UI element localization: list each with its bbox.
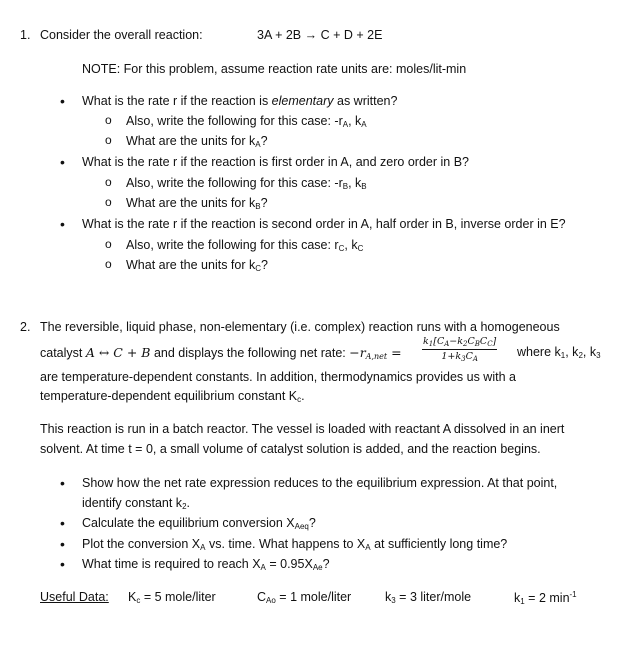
- rate-denominator: $1+k_3C_A$: [441, 351, 478, 363]
- p2-line-2-end: where $k_1$, $k_2$, $k_3$: [517, 345, 601, 360]
- problem-2-number: 2.: [20, 320, 31, 334]
- useful-data-label: Useful Data:: [40, 590, 109, 604]
- reaction-equation: 3A + 2B → C + D + 2E: [257, 28, 383, 42]
- p2-line-1: The reversible, liquid phase, non-elementary (i.e. complex) reaction runs with a homogeneous: [40, 320, 560, 334]
- p1-bullet-2: • What is the rate r if the reaction is first order in A, and zero order in B?: [82, 155, 469, 169]
- data-kc: $K_c = 5$ mole/liter: [128, 590, 216, 605]
- p1-bullet-3: • What is the rate r if the reaction is second order in A, half order in B, inverse order in E?: [82, 217, 566, 231]
- data-k1: $k_1 = 2$ $\min^{-1}$: [514, 590, 577, 606]
- p1-b3-sub-2: o What are the units for $k_C$?: [126, 258, 268, 273]
- p2-bullet-4: • What time is required to reach $X_A = 0.95X_{Ae}$?: [82, 557, 330, 572]
- p2-bullet-3: • Plot the conversion $X_A$ vs. time. What happens to $X_A$ at sufficiently long time?: [82, 537, 507, 552]
- data-cao: $C_{Ao} = 1$ mole/liter: [257, 590, 352, 605]
- data-k3: $k_3 = 3$ liter/mole: [385, 590, 472, 605]
- p2-bullet-1-cont: identify constant $k_2$.: [82, 496, 190, 511]
- rate-units-note: NOTE: For this problem, assume reaction rate units are: moles/lit-min: [82, 62, 467, 76]
- rate-lhs: $-r_{A,net}$ =: [349, 345, 402, 361]
- p1-bullet-1: • What is the rate r if the reaction is elementary as written?: [82, 94, 397, 108]
- p1-b1-sub-1: o Also, write the following for this case: $-r_A$, $k_A$: [126, 114, 367, 129]
- catalyst-equation: A ↔ C + B: [85, 345, 151, 360]
- p2-line-4: temperature-dependent equilibrium constant $K_c$.: [40, 389, 305, 404]
- rate-numerator: $k_1[C_A-k_2C_BC_C]$: [423, 336, 497, 348]
- p2-para2-line-1: This reaction is run in a batch reactor. The vessel is loaded with reactant A dissolved in an inert: [40, 422, 565, 436]
- p2-bullet-1: • Show how the net rate expression reduces to the equilibrium expression. At that point,: [82, 476, 557, 490]
- net-rate-fraction: [422, 336, 497, 363]
- p2-line-2: catalyst A ↔ C + B and displays the following net rate: $-r_{A,net}$ =: [40, 345, 402, 361]
- p1-b2-sub-2: o What are the units for $k_B$?: [126, 196, 268, 211]
- p2-bullet-2: • Calculate the equilibrium conversion $X_{Aeq}$?: [82, 516, 316, 531]
- problem-1-intro: Consider the overall reaction:: [40, 28, 203, 42]
- p2-line-3: are temperature-dependent constants. In addition, thermodynamics provides us with a: [40, 370, 516, 384]
- p1-b3-sub-1: o Also, write the following for this case: $r_C$, $k_C$: [126, 238, 363, 253]
- p1-b2-sub-1: o Also, write the following for this case: $-r_B$, $k_B$: [126, 176, 367, 191]
- problem-1-number: 1.: [20, 28, 31, 42]
- p2-para2-line-2: solvent. At time t = 0, a small volume of catalyst solution is added, and the reaction begins.: [40, 442, 541, 456]
- p1-b1-sub-2: o What are the units for $k_A$?: [126, 134, 268, 149]
